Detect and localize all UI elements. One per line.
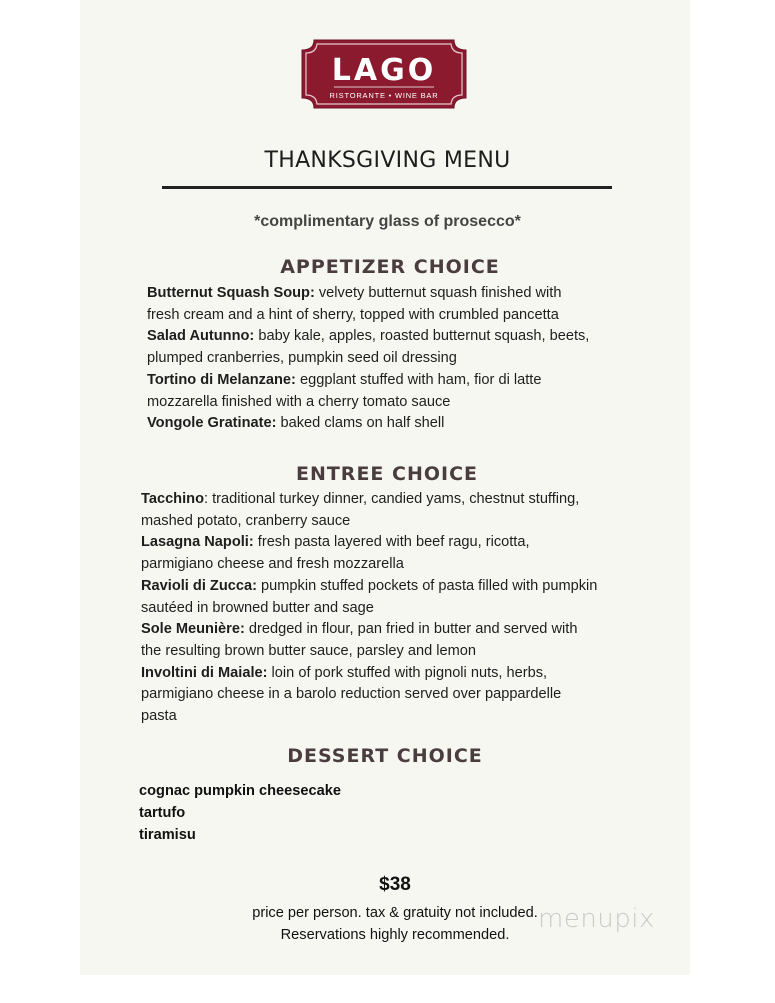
note-line: price per person. tax & gratuity not included. bbox=[252, 905, 538, 921]
list-item: tiramisu bbox=[139, 827, 196, 843]
list-item-cont: plumped cranberries, pumpkin seed oil dressing bbox=[147, 350, 457, 367]
list-item-cont: parmigiano cheese and fresh mozzarella bbox=[141, 556, 404, 573]
lago-logo bbox=[300, 38, 468, 110]
list-item-cont: sautéed in browned butter and sage bbox=[141, 599, 374, 616]
list-item-cont: mashed potato, cranberry sauce bbox=[141, 512, 351, 529]
list-item: tartufo bbox=[139, 805, 186, 821]
list-item: Salad Autunno: baby kale, apples, roasted butternut squash, beets, bbox=[147, 328, 590, 345]
list-item: Butternut Squash Soup: velvety butternut squash finished with bbox=[147, 285, 562, 301]
list-item: cognac pumpkin cheesecake bbox=[139, 783, 341, 799]
watermark: menupix bbox=[538, 904, 655, 934]
page-title: THANKSGIVING MENU bbox=[264, 148, 511, 173]
list-item-cont: the resulting brown butter sauce, parsley and lemon bbox=[141, 642, 477, 659]
logo-wordmark: LAGO bbox=[331, 53, 437, 88]
entree-heading: ENTREE CHOICE bbox=[295, 463, 479, 485]
list-item-cont: parmigiano cheese in a barolo reduction served over pappardelle bbox=[141, 686, 562, 703]
list-item: Tortino di Melanzane: eggplant stuffed with ham, fior di latte bbox=[147, 371, 542, 388]
list-item: Sole Meunière: dredged in flour, pan fried in butter and served with bbox=[141, 621, 578, 638]
list-item: Tacchino: traditional turkey dinner, candied yams, chestnut stuffing, bbox=[141, 491, 580, 507]
promo-text: *complimentary glass of prosecco* bbox=[254, 213, 521, 230]
list-item: Vongole Gratinate: baked clams on half shell bbox=[147, 415, 445, 432]
list-item-cont: mozzarella finished with a cherry tomato sauce bbox=[147, 393, 451, 410]
title-divider bbox=[162, 186, 612, 189]
appetizer-heading: APPETIZER CHOICE bbox=[280, 256, 500, 278]
entree-list bbox=[141, 489, 597, 728]
price-note bbox=[220, 902, 570, 946]
note-line: Reservations highly recommended. bbox=[280, 927, 510, 943]
list-item: Involtini di Maiale: loin of pork stuffed with pignoli nuts, herbs, bbox=[141, 664, 548, 681]
list-item-cont: pasta bbox=[141, 708, 177, 725]
list-item: Ravioli di Zucca: pumpkin stuffed pockets of pasta filled with pumpkin bbox=[141, 577, 598, 594]
dessert-heading: DESSERT CHOICE bbox=[287, 745, 483, 767]
logo-tagline: RISTORANTE • WINE BAR bbox=[329, 91, 439, 100]
list-item: Lasagna Napoli: fresh pasta layered with beef ragu, ricotta, bbox=[141, 534, 530, 551]
list-item-cont: fresh cream and a hint of sherry, topped with crumbled pancetta bbox=[147, 306, 559, 323]
price: $38 bbox=[379, 874, 411, 895]
dessert-list bbox=[139, 780, 341, 846]
appetizer-list bbox=[147, 283, 589, 435]
